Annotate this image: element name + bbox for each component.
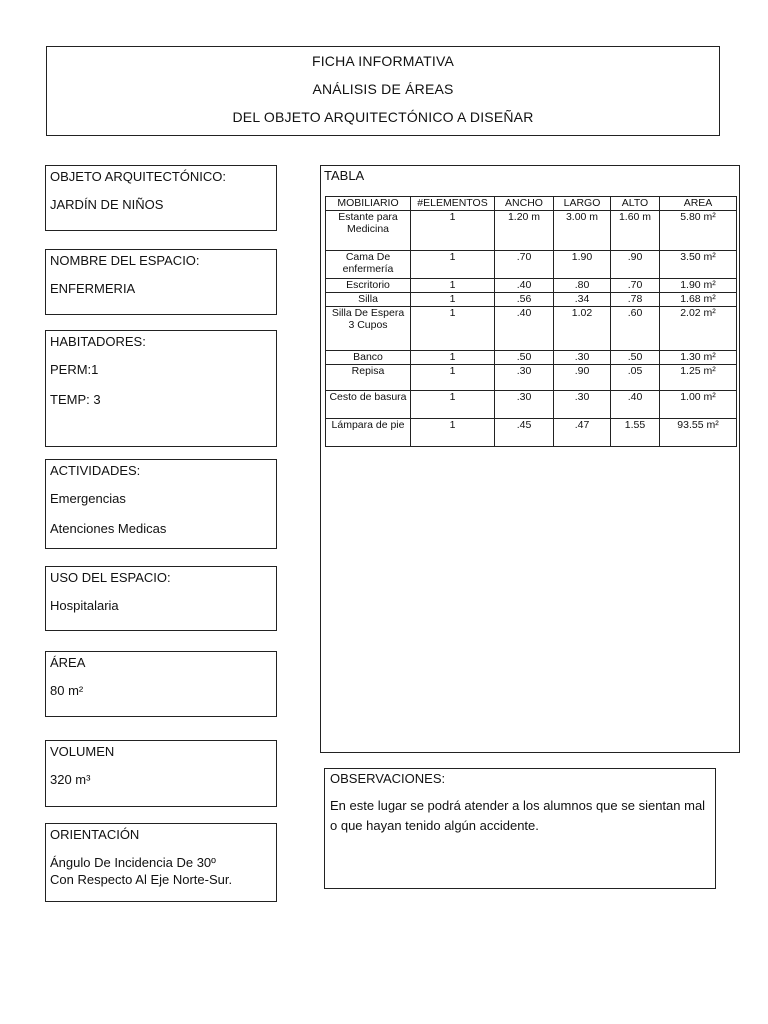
table-cell: 3.00 m: [554, 211, 611, 251]
table-cell: Cama De enfermería: [326, 251, 411, 279]
uso-value: Hospitalaria: [50, 598, 119, 613]
table-cell: .60: [611, 307, 660, 351]
table-cell: Banco: [326, 351, 411, 365]
actividades-card: [45, 459, 277, 549]
table-cell: 1: [411, 293, 495, 307]
table-cell: .80: [554, 279, 611, 293]
table-cell: 1.02: [554, 307, 611, 351]
actividad-item: Atenciones Medicas: [50, 521, 167, 536]
table-cell: 1.90 m²: [660, 279, 737, 293]
table-cell: .30: [495, 391, 554, 419]
table-cell: 1: [411, 419, 495, 447]
table-cell: Silla: [326, 293, 411, 307]
col-alto: ALTO: [611, 197, 660, 211]
table-cell: .90: [554, 365, 611, 391]
table-cell: .47: [554, 419, 611, 447]
table-cell: 1: [411, 211, 495, 251]
table-cell: 1: [411, 351, 495, 365]
habitadores-label: HABITADORES:: [50, 334, 146, 349]
uso-label: USO DEL ESPACIO:: [50, 570, 171, 585]
header-subtitle: ANÁLISIS DE ÁREAS: [312, 81, 454, 97]
col-elementos: #ELEMENTOS: [411, 197, 495, 211]
table-cell: .70: [495, 251, 554, 279]
nombre-value: ENFERMERIA: [50, 281, 136, 296]
table-cell: .30: [554, 391, 611, 419]
table-cell: .05: [611, 365, 660, 391]
area-card: [45, 651, 277, 717]
habitadores-card: [45, 330, 277, 447]
table-cell: 1: [411, 279, 495, 293]
table-cell: .45: [495, 419, 554, 447]
table-cell: .40: [495, 279, 554, 293]
table-cell: .90: [611, 251, 660, 279]
table-cell: .50: [611, 351, 660, 365]
mobiliario-table: [325, 196, 737, 447]
table-cell: 3.50 m²: [660, 251, 737, 279]
table-row: [326, 293, 737, 307]
table-cell: 1.60 m: [611, 211, 660, 251]
observaciones-card: [324, 768, 716, 889]
volumen-label: VOLUMEN: [50, 744, 115, 759]
tabla-panel: [320, 165, 740, 753]
table-row: [326, 279, 737, 293]
table-cell: 2.02 m²: [660, 307, 737, 351]
table-cell: 1: [411, 251, 495, 279]
col-ancho: ANCHO: [495, 197, 554, 211]
habitadores-temp: TEMP: 3: [50, 392, 101, 407]
actividad-item: Emergencias: [50, 491, 126, 506]
table-cell: 1: [411, 391, 495, 419]
table-cell: 1: [411, 365, 495, 391]
table-cell: .34: [554, 293, 611, 307]
header-subtitle-2: DEL OBJETO ARQUITECTÓNICO A DISEÑAR: [232, 109, 534, 125]
col-largo: LARGO: [554, 197, 611, 211]
table-cell: .70: [611, 279, 660, 293]
observaciones-value: En este lugar se podrá atender a los alumnos que se sientan mal o que hayan tenido algún accidente.: [330, 798, 706, 833]
table-row: [326, 419, 737, 447]
table-cell: .56: [495, 293, 554, 307]
table-row: [326, 251, 737, 279]
objeto-card: [45, 165, 277, 231]
nombre-label: NOMBRE DEL ESPACIO:: [50, 253, 200, 268]
header-title: FICHA INFORMATIVA: [311, 53, 455, 69]
volumen-value: 320 m³: [50, 772, 91, 787]
table-row: [326, 351, 737, 365]
col-mobiliario: MOBILIARIO: [326, 197, 411, 211]
table-cell: 1.20 m: [495, 211, 554, 251]
uso-card: [45, 566, 277, 631]
table-cell: Repisa: [326, 365, 411, 391]
table-row: [326, 307, 737, 351]
observaciones-label: OBSERVACIONES:: [330, 771, 446, 786]
table-cell: 1.90: [554, 251, 611, 279]
actividades-label: ACTIVIDADES:: [50, 463, 141, 478]
document-header: [46, 46, 720, 136]
table-cell: 1.00 m²: [660, 391, 737, 419]
volumen-card: [45, 740, 277, 807]
table-cell: .50: [495, 351, 554, 365]
area-value: 80 m²: [50, 683, 84, 698]
objeto-label: OBJETO ARQUITECTÓNICO:: [50, 169, 227, 184]
table-cell: 93.55 m²: [660, 419, 737, 447]
table-row: [326, 365, 737, 391]
orientacion-card: [45, 823, 277, 902]
table-cell: .30: [554, 351, 611, 365]
table-cell: .78: [611, 293, 660, 307]
table-cell: Lámpara de pie: [326, 419, 411, 447]
table-row: [326, 211, 737, 251]
table-cell: 1.68 m²: [660, 293, 737, 307]
orientacion-line-1: Ángulo De Incidencia De 30º: [50, 855, 216, 870]
nombre-card: [45, 249, 277, 315]
table-cell: Silla De Espera 3 Cupos: [326, 307, 411, 351]
table-cell: Escritorio: [326, 279, 411, 293]
table-cell: .40: [495, 307, 554, 351]
table-cell: .30: [495, 365, 554, 391]
table-cell: Estante para Medicina: [326, 211, 411, 251]
table-cell: 1: [411, 307, 495, 351]
tabla-label: TABLA: [324, 168, 365, 183]
col-area: AREA: [660, 197, 737, 211]
table-cell: Cesto de basura: [326, 391, 411, 419]
table-row: [326, 391, 737, 419]
habitadores-perm: PERM:1: [50, 362, 99, 377]
table-cell: 5.80 m²: [660, 211, 737, 251]
area-label: ÁREA: [50, 655, 86, 670]
table-cell: .40: [611, 391, 660, 419]
table-cell: 1.30 m²: [660, 351, 737, 365]
table-cell: 1.55: [611, 419, 660, 447]
table-cell: 1.25 m²: [660, 365, 737, 391]
orientacion-label: ORIENTACIÓN: [50, 827, 140, 842]
objeto-value: JARDÍN DE NIÑOS: [50, 197, 164, 212]
table-header-row: [326, 197, 737, 211]
orientacion-line-2: Con Respecto Al Eje Norte-Sur.: [50, 872, 233, 887]
